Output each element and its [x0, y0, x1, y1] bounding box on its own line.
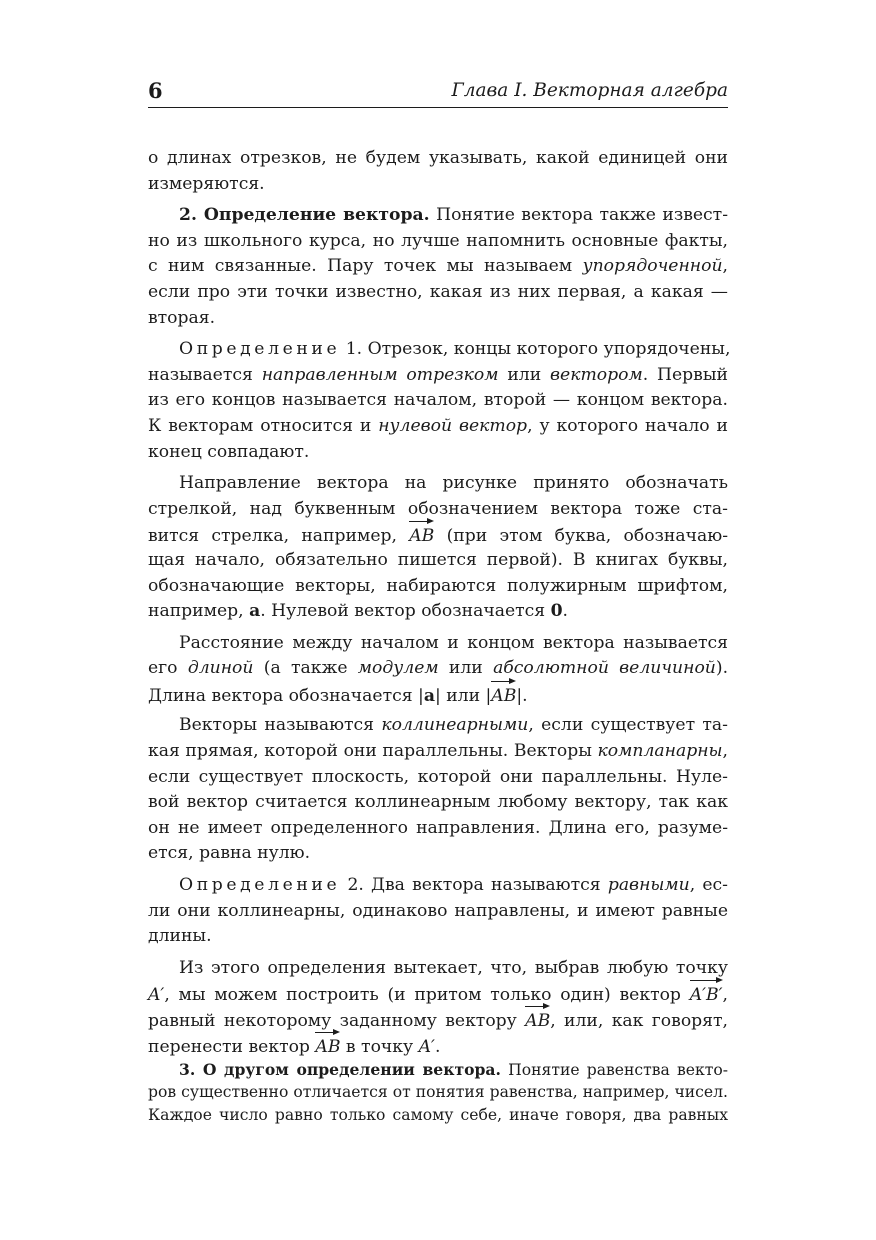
text-line: ли они коллинеарны, одинаково направлены, и имеют равные	[148, 900, 728, 921]
definition-label: Определение	[179, 875, 341, 896]
vector-ab: AB	[409, 522, 434, 550]
point-a-prime: A′	[418, 1036, 435, 1057]
text-line: ется, равна нулю.	[148, 843, 311, 864]
page-number: 6	[148, 78, 163, 103]
section-title: 2. Определение вектора.	[179, 205, 430, 226]
definition-label: Определение	[179, 339, 341, 360]
definition-2-line: Определение 2. Два вектора называются равными, ес-	[179, 875, 728, 896]
text-line: называется направленным отрезком или вектором. Первый	[148, 364, 728, 385]
point-a-prime: A′	[148, 985, 165, 1006]
vector-ab: AB	[525, 1007, 550, 1035]
body-text	[148, 146, 731, 1127]
text-line: но из школьного курса, но лучше напомнить основные факты,	[148, 230, 728, 251]
text-line: Направление вектора на рисунке принято обозначать	[179, 473, 728, 494]
text-line: измеряются.	[148, 173, 265, 194]
text-line: если про эти точки известно, какая из них первая, а какая —	[148, 281, 728, 302]
text-line: он не имеет определенного направления. Длина его, разуме-	[148, 817, 728, 838]
text-line: К векторам относится и нулевой вектор, у которого начало и	[148, 415, 728, 436]
text-line: вится стрелка, например, AB (при этом буква, обозначаю-	[148, 522, 728, 548]
text-line: например, a. Нулевой вектор обозначается 0.	[148, 601, 568, 622]
text-line: кая прямая, которой они параллельны. Векторы компланарны,	[148, 741, 728, 762]
definition-1-line: Определение 1. Отрезок, концы которого упорядочены,	[179, 339, 731, 360]
page-header	[148, 78, 728, 104]
text-line: его длиной (а также модулем или абсолютной величиной).	[148, 658, 729, 679]
text-line: ров существенно отличается от понятия равенства, например, чисел.	[148, 1083, 728, 1102]
text-line: Длина вектора обозначается |a| или |AB|.	[148, 682, 728, 708]
text-line: щая начало, обязательно пишется первой). В книгах буквы,	[148, 549, 728, 570]
section-3-heading-line: 3. О другом определении вектора. Понятие равенства векто-	[179, 1060, 728, 1080]
text-line: о длинах отрезков, не будем указывать, какой единицей они	[148, 148, 728, 168]
text-line: равный некоторому заданному вектору AB, или, как говорят,	[148, 1007, 728, 1033]
vector-ab: AB	[315, 1033, 340, 1061]
header-rule	[148, 107, 728, 108]
text-line: Каждое число равно только самому себе, иначе говоря, два равных	[148, 1106, 728, 1125]
vector-a-prime-b-prime: A′B′	[690, 981, 723, 1009]
text-line: вой вектор считается коллинеарным любому вектору, так как	[148, 792, 728, 813]
text-line: вторая.	[148, 307, 216, 328]
text-line: длины.	[148, 926, 212, 947]
section-2-heading-line: 2. Определение вектора. Понятие вектора также извест-	[179, 205, 728, 226]
text-line: A′, мы можем построить (и притом только один) вектор A′B′,	[148, 981, 728, 1007]
text-line: перенести вектор AB в точку A′.	[148, 1033, 728, 1059]
text-line: из его концов называется началом, второй — концом вектора.	[148, 390, 728, 411]
running-head: Глава I. Векторная алгебра	[451, 80, 728, 101]
vector-ab: AB	[491, 682, 516, 710]
section-3	[148, 1058, 728, 1127]
text-line: обозначающие векторы, набираются полужирным шрифтом,	[148, 575, 728, 596]
text-line: конец совпадают.	[148, 441, 310, 462]
text-line: Векторы называются коллинеарными, если существует та-	[179, 715, 728, 736]
text-line: Расстояние между началом и концом вектора называется	[179, 632, 728, 653]
section-title: 3. О другом определении вектора.	[179, 1060, 501, 1080]
text-line: стрелкой, над буквенным обозначением вектора тоже ста-	[148, 498, 728, 519]
text-line: Из этого определения вытекает, что, выбрав любую точку	[179, 957, 728, 978]
text-line: с ним связанные. Пару точек мы называем упорядоченной,	[148, 256, 728, 277]
text-line: если существует плоскость, которой они параллельны. Нуле-	[148, 766, 728, 787]
